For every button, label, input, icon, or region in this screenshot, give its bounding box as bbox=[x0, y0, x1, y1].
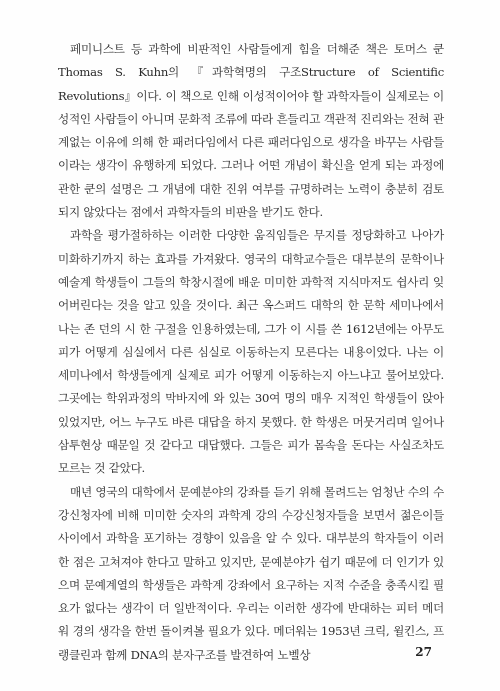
body-text bbox=[58, 38, 444, 667]
page-number: 27 bbox=[415, 645, 432, 659]
paragraph-1: 페미니스트 등 과학에 비판적인 사람들에게 힘을 더해준 책은 토머스 쿤Thomas S. Kuhn의 『과학혁명의 구조Structure of Scientific Revolutions』이다. 이 책으로 인해 이성적이어야 할 과학자들이 실제로는 이성적인 사람들이 아니며 문화적 조류에 따라 흔들리고 객관적 진리와는 전혀 관계없는 이유에 의해 한 패러다임에서 다른 패러다임으로 생각을 바꾸는 사람들이라는 생각이 유행하게 되었다. 그러나 어떤 개념이 확신을 얻게 되는 과정에 관한 쿤의 설명은 그 개념에 대한 진위 여부를 규명하려는 노력이 충분히 검토되지 않았다는 점에서 과학자들의 비판을 받기도 한다. bbox=[58, 42, 444, 220]
paragraph-3: 매년 영국의 대학에서 문예분야의 강좌를 듣기 위해 몰려드는 엄청난 수의 수강신청자에 비해 미미한 숫자의 과학계 강의 수강신청자들을 보면서 젊은이들 사이에서 과학을 포기하는 경향이 있음을 알 수 있다. 대부분의 학자들이 이러한 점은 고쳐져야 한다고 말하고 있지만, 문예분야가 쉽기 때문에 더 인기가 있으며 문예계열의 학생들은 과학계 강좌에서 요구하는 지적 수준을 충족시킬 필요가 없다는 생각이 더 일반적이다. 우리는 이러한 생각에 반대하는 피터 메더워 경의 생각을 한번 돌이켜볼 필요가 있다. 메더워는 1953년 크릭, 윌킨스, 프랭클린과 함께 DNA의 분자구조를 발견하여 노벨상 bbox=[58, 484, 444, 662]
paragraph-2: 과학을 평가절하하는 이러한 다양한 움직임들은 무지를 정당화하고 나아가 미화하기까지 하는 효과를 가져왔다. 영국의 대학교수들은 대부분의 문학이나 예술계 학생들이 그들의 학창시절에 배운 미미한 과학적 지식마저도 쉽사리 잊어버린다는 것을 알고 있을 것이다. 최근 옥스퍼드 대학의 한 문학 세미나에서 나는 존 던의 시 한 구절을 인용하였는데, 그가 이 시를 쓴 1612년에는 아무도 피가 어떻게 심실에서 다른 심실로 이동하는지 모른다는 내용이었다. 나는 이 세미나에서 학생들에게 실제로 피가 어떻게 이동하는지 아느냐고 물어보았다. 그곳에는 학위과정의 막바지에 와 있는 30여 명의 매우 지적인 학생들이 앉아 있었지만, 어느 누구도 바른 대답을 하지 못했다. 한 학생은 머뭇거리며 일어나 삼투현상 때문일 것 같다고 대답했다. 그들은 피가 몸속을 돈다는 사실조차도 모르는 것 같았다. bbox=[58, 228, 444, 476]
